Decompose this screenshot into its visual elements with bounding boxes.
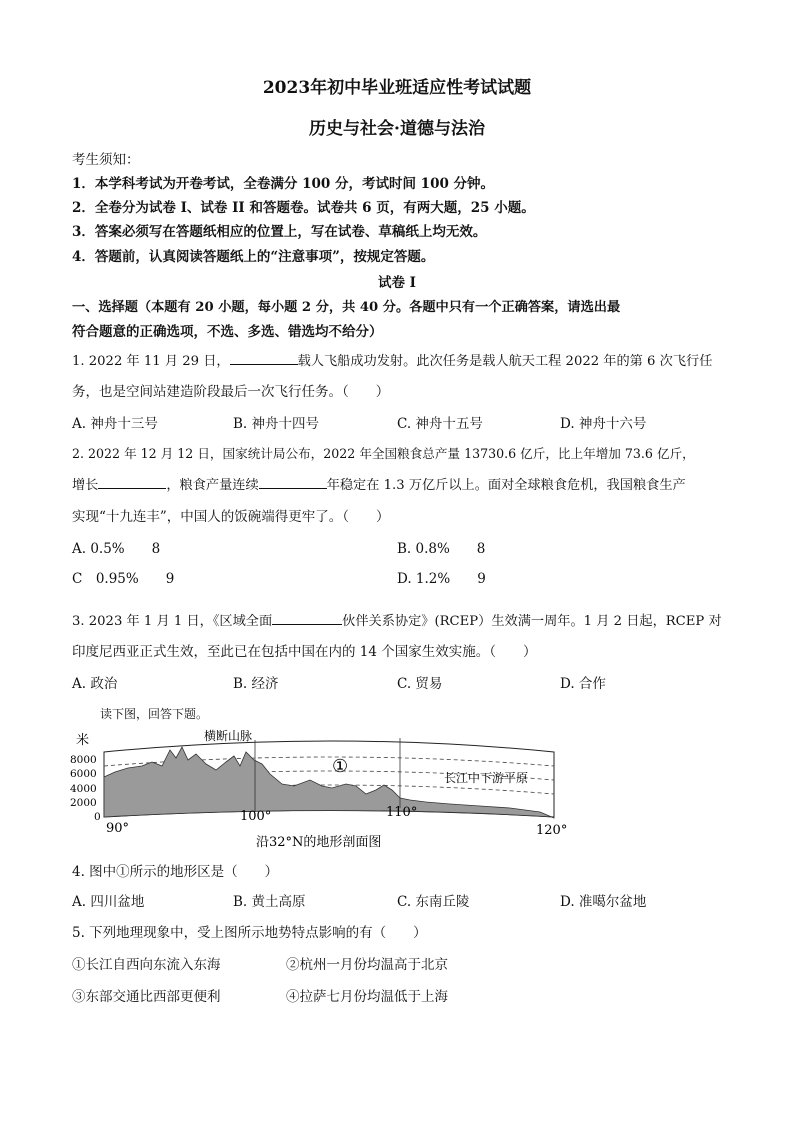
notice-item: 3．答案必须写在答题纸相应的位置上，写在试卷、草稿纸上均无效。 xyxy=(72,224,487,240)
q4-option-c: C. 东南丘陵 xyxy=(397,894,470,910)
q4-option-a: A. 四川盆地 xyxy=(72,894,145,910)
q3-option-a: A. 政治 xyxy=(72,676,118,692)
q3-option-b: B. 经济 xyxy=(233,676,279,692)
exam-subtitle: 历史与社会·道德与法治 xyxy=(309,119,485,139)
notice-item: 2．全卷分为试卷 I、试卷 II 和答题卷。试卷共 6 页，有两大题，25 小题。 xyxy=(72,200,535,216)
question-1-stem xyxy=(72,350,712,369)
q1-suffix: 载人飞船成功发射。此次任务是载人航天工程 2022 年的第 6 次飞行任 xyxy=(297,354,713,369)
y-tick-label: 4000 xyxy=(70,783,97,795)
y-tick-label: 0 xyxy=(94,811,101,823)
mountain-label: 横断山脉 xyxy=(204,729,253,743)
q5-item: ③东部交通比西部更便利 xyxy=(72,989,221,1005)
y-tick-label: 6000 xyxy=(70,768,97,780)
question-1-stem-cont: 务，也是空间站建造阶段最后一次飞行任务。（ ） xyxy=(72,384,390,400)
exam-title: 2023年初中毕业班适应性考试试题 xyxy=(262,78,532,98)
q2-option-b: B. 0.8% 8 xyxy=(397,541,486,557)
q5-item: ②杭州一月份均温高于北京 xyxy=(286,957,448,973)
q5-item: ④拉萨七月份均温低于上海 xyxy=(286,989,448,1005)
x-tick-label: 90° xyxy=(106,821,130,836)
q1-option-c: C. 神舟十五号 xyxy=(397,416,483,432)
figure-caption: 沿32°N的地形剖面图 xyxy=(256,835,382,850)
q3-suffix: 伙伴关系协定》(RCEP）生效满一周年。1 月 2 日起，RCEP 对 xyxy=(342,614,722,629)
answer-blank xyxy=(259,476,327,489)
q1-prefix: 1. 2022 年 11 月 29 日， xyxy=(72,354,230,369)
question-5-stem: 5. 下列地理现象中，受上图所示地势特点影响的有（ ） xyxy=(72,925,427,941)
q4-option-b: B. 黄土高原 xyxy=(233,894,306,910)
question-2-stem: 2. 2022 年 12 月 12 日，国家统计局公布，2022 年全国粮食总产量 13730.6 亿斤，比上年增加 73.6 亿斤， xyxy=(72,446,695,461)
q3-option-d: D. 合作 xyxy=(560,676,606,692)
plain-label: 长江中下游平原 xyxy=(444,771,529,785)
answer-blank xyxy=(98,476,166,489)
q2-part-a: 增长 xyxy=(72,478,99,493)
q2-option-d: D. 1.2% 9 xyxy=(397,571,486,587)
q5-item: ①长江自西向东流入东海 xyxy=(72,957,221,973)
question-2-stem-cont xyxy=(72,474,686,493)
question-3-stem-cont: 印度尼西亚正式生效，至此已在包括中国在内的 14 个国家生效实施。（ ） xyxy=(72,644,537,660)
q1-option-a: A. 神舟十三号 xyxy=(72,416,158,432)
q2-part-b: ，粮食产量连续 xyxy=(166,478,259,493)
q1-option-d: D. 神舟十六号 xyxy=(560,416,647,432)
question-3-stem xyxy=(72,610,722,629)
question-2-stem-end: 实现“十九连丰”，中国人的饭碗端得更牢了。（ ） xyxy=(72,509,390,525)
paper-label: 试卷 I xyxy=(377,275,416,291)
section-heading: 一、选择题（本题有 20 小题，每小题 2 分，共 40 分。各题中只有一个正确答案，请选出最 xyxy=(72,300,621,315)
section-heading-cont: 符合题意的正确选项，不选、多选、错选均不给分） xyxy=(72,324,383,340)
y-tick-label: 8000 xyxy=(70,754,97,766)
notice-item: 1．本学科考试为开卷考试，全卷满分 100 分，考试时间 100 分钟。 xyxy=(72,176,495,192)
answer-blank xyxy=(230,352,298,365)
question-4-stem: 4. 图中①所示的地形区是（ ） xyxy=(72,864,279,880)
q2-option-c: C 0.95% 9 xyxy=(72,571,175,587)
region-marker: ① xyxy=(332,756,349,777)
notice-heading: 考生须知： xyxy=(72,152,140,168)
terrain-profile-figure xyxy=(70,722,580,850)
q3-option-c: C. 贸易 xyxy=(397,676,443,692)
q1-option-b: B. 神舟十四号 xyxy=(233,416,320,432)
notice-item: 4．答题前，认真阅读答题纸上的“注意事项”，按规定答题。 xyxy=(72,249,435,265)
y-tick-label: 2000 xyxy=(70,797,97,809)
x-tick-label: 100° xyxy=(240,809,272,824)
q2-option-a: A. 0.5% 8 xyxy=(72,541,161,557)
answer-blank xyxy=(272,612,342,625)
q4-option-d: D. 准噶尔盆地 xyxy=(560,894,647,910)
x-tick-label: 120° xyxy=(536,823,568,838)
y-axis-unit: 米 xyxy=(76,733,90,748)
q3-prefix: 3. 2023 年 1 月 1 日，《区域全面 xyxy=(72,614,273,629)
x-tick-label: 110° xyxy=(386,805,418,820)
figure-intro: 读下图，回答下题。 xyxy=(100,707,209,721)
q2-part-c: 年稳定在 1.3 万亿斤以上。面对全球粮食危机，我国粮食生产 xyxy=(326,478,686,493)
